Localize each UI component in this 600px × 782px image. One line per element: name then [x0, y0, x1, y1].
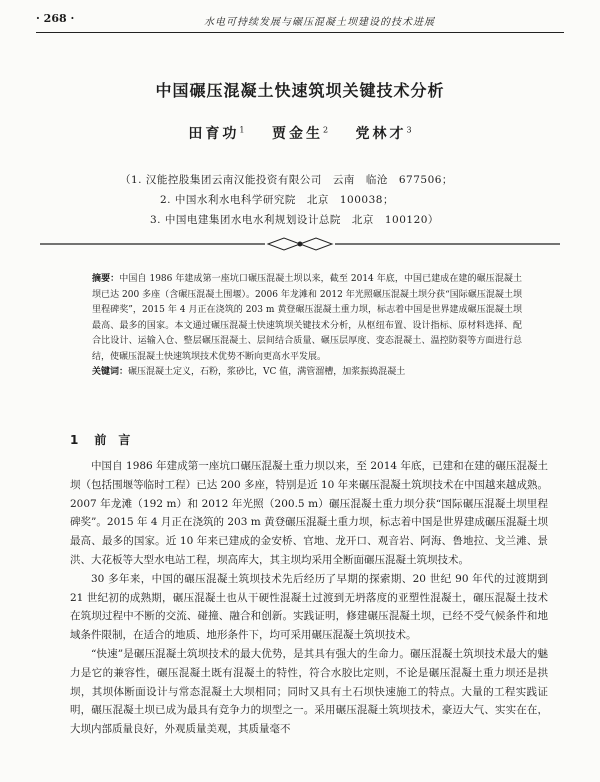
section-divider-ornament — [40, 237, 560, 251]
paragraph: 30 多年来，中国的碾压混凝土筑坝技术先后经历了早期的探索期、20 世纪 90 年代的过渡期到 21 世纪初的成熟期，碾压混凝土也从干硬性混凝土过渡到无坍落度的亚塑性混凝土，碾压混凝土技术在筑坝过程中不断的交流、碰撞、融合和创新。实践证明，修建碾压混凝土坝，已经不受气候条件和地域条件限制，在适合的地质、地形条件下，均可采用碾压混凝土筑坝技术。 — [70, 572, 548, 642]
running-title: 水电可持续发展与碾压混凝土坝建设的技术进展 — [204, 17, 435, 28]
body-text — [70, 457, 548, 739]
section-heading — [70, 431, 130, 448]
author-list — [0, 123, 600, 143]
author: 田育功$^1$ — [188, 125, 245, 142]
abstract-label: 摘要： — [92, 274, 120, 284]
paper-title: 中国碾压混凝土快速筑坝关键技术分析 — [155, 81, 445, 100]
keywords: 碾压混凝土定义，石粉，浆砂比，VC 值，满管溜槽，加浆振捣混凝土 — [128, 367, 406, 377]
page-number: · 268 · — [36, 12, 75, 25]
affiliation: （1. 汉能控股集团云南汉能投资有限公司 云南 临沧 677506； — [120, 174, 453, 186]
abstract-text: 中国自 1986 年建成第一座坑口碾压混凝土坝以来，截至 2014 年底，中国已建成在建的碾压混凝土坝已达 200 多座（含碾压混凝土围堰）。2006 年龙滩和 2012 年光照碾压混凝土坝分获“国际碾压混凝土坝里程碑奖”，2015 年 4 月正在浇筑的 203 m 黄登碾压混凝土重力坝，标志着中国是世界建成碾压混凝土坝最高、最多的国家。本文通过碾压混凝土快速筑坝关键技术分析，从枢纽布置、设计指标、原材料选择、配合比设计、运输入仓、整层碾压混凝土、层间结合质量、碾压层厚度、变态混凝土、温控防裂等方面进行总结，使碾压混凝土快速筑坝技术优势不断向更高水平发展。 — [92, 274, 522, 362]
affiliation: 3. 中国电建集团水电水利规划设计总院 北京 100120） — [150, 214, 439, 226]
affiliation: 2. 中国水利水电科学研究院 北京 100038； — [160, 194, 394, 206]
keywords-label: 关键词： — [92, 367, 129, 377]
abstract — [92, 272, 522, 381]
running-header — [36, 10, 564, 33]
author: 贾金生$^2$ — [271, 125, 329, 142]
paragraph: “快速”是碾压混凝土筑坝技术的最大优势，是其具有强大的生命力。碾压混凝土筑坝技术最大的魅力是它的兼容性，碾压混凝土既有混凝土的特性，符合水胶比定则，不论是碾压混凝土重力坝还是拱坝，其坝体断面设计与常态混凝土大坝相同；同时又具有土石坝快速施工的特点。大量的工程实践证明，碾压混凝土坝已成为最具有竞争力的坝型之一。采用碾压混凝土筑坝技术，豪迈大气、实实在在，大坝内部质量良好，外观质量美观，其质量毫不 — [70, 647, 548, 736]
section-title: 前 言 — [94, 433, 131, 447]
section-number: 1 — [70, 433, 79, 447]
paragraph: 中国自 1986 年建成第一座坑口碾压混凝土重力坝以来，至 2014 年底，已建和在建的碾压混凝土坝（包括围堰等临时工程）已达 200 多座，特别是近 10 年来碾压混凝土筑坝技术在中国越来越成熟。2007 年龙滩（192 m）和 2012 年光照（200.5 m）碾压混凝土重力坝分获“国际碾压混凝土坝里程碑奖”。2015 年 4 月正在浇筑的 203 m 黄登碾压混凝土重力坝，标志着中国是世界建成碾压混凝土坝最高、最多的国家。近 10 年来已建成的金安桥、官地、龙开口、观音岩、阿海、鲁地拉、戈兰滩、景洪、大花板等大型水电站工程，坝高库大，其主坝均采用全断面碾压混凝土筑坝技术。 — [70, 460, 548, 566]
author: 党林才$^3$ — [355, 125, 412, 142]
